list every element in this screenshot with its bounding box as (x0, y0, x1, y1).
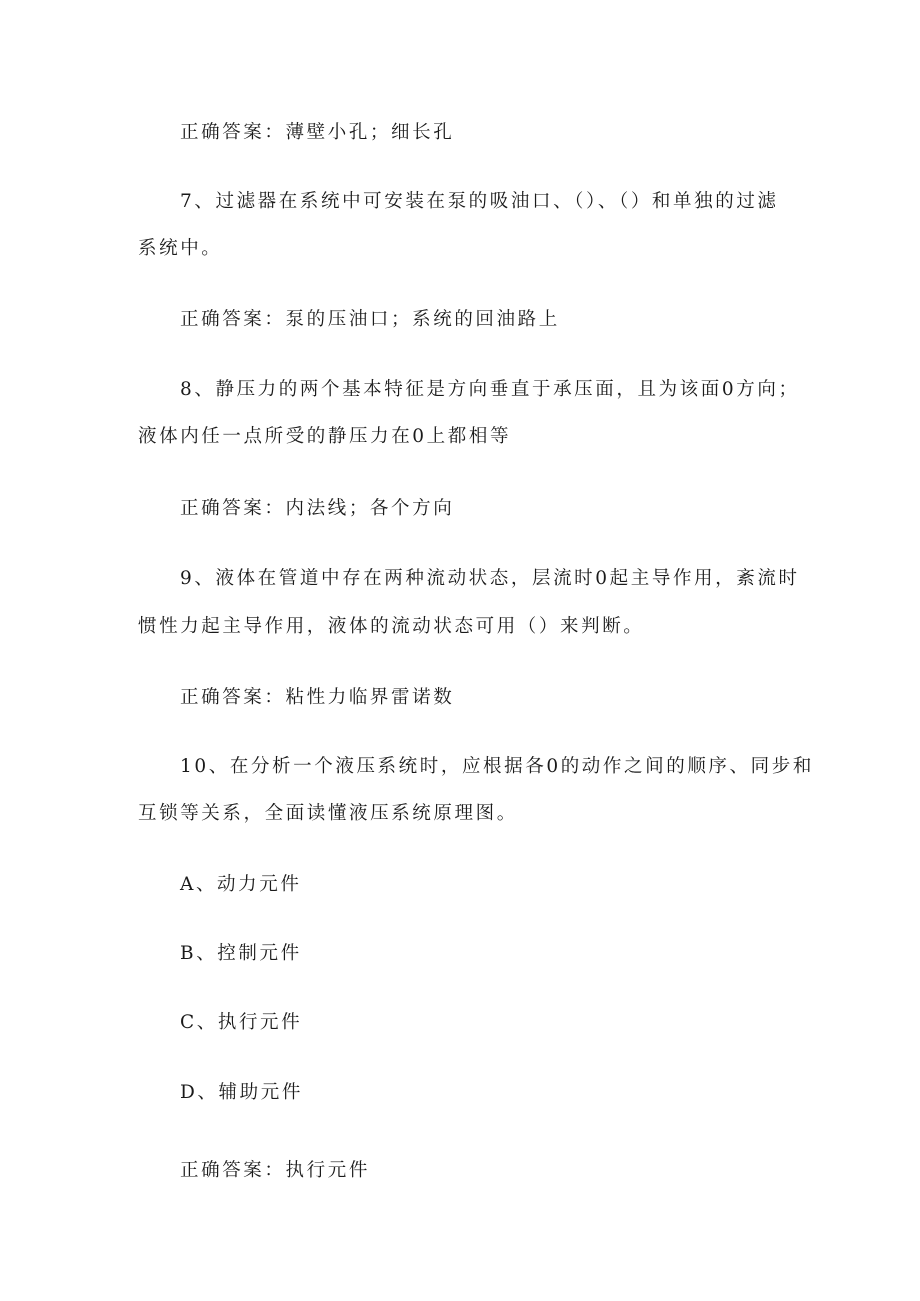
question-7-line-1: 7、过滤器在系统中可安装在泵的吸油口、（）、（）和单独的过滤 (180, 191, 779, 212)
question-8-line-2: 液体内任一点所受的静压力在0上都相等 (138, 426, 512, 447)
question-9-line-2: 惯性力起主导作用，液体的流动状态可用（）来判断。 (138, 616, 645, 637)
option-d: D、辅助元件 (180, 1082, 303, 1103)
answer-label: 正确答案： (180, 1160, 286, 1181)
answer-text: 粘性力临界雷诺数 (285, 687, 455, 708)
answer-line (180, 689, 454, 708)
answer-label: 正确答案： (180, 122, 286, 143)
question-8-line-1: 8、静压力的两个基本特征是方向垂直于承压面，且为该面0方向； (180, 379, 800, 400)
answer-text: 执行元件 (285, 1160, 370, 1181)
answer-text: 内法线；各个方向 (285, 498, 455, 519)
answer-line (180, 311, 560, 330)
answer-line (180, 1162, 370, 1181)
answer-line (180, 124, 454, 143)
answer-label: 正确答案： (180, 687, 286, 708)
question-7-line-2: 系统中。 (138, 238, 223, 259)
answer-text: 泵的压油口；系统的回油路上 (285, 309, 560, 330)
option-b: B、控制元件 (180, 943, 302, 964)
answer-text: 薄壁小孔；细长孔 (285, 122, 455, 143)
question-10-line-2: 互锁等关系，全面读懂液压系统原理图。 (138, 803, 518, 824)
option-c: C、执行元件 (180, 1012, 303, 1033)
option-a: A、动力元件 (180, 874, 302, 895)
question-9-line-1: 9、液体在管道中存在两种流动状态，层流时0起主导作用，紊流时 (180, 568, 800, 589)
question-10-line-1: 10、在分析一个液压系统时，应根据各0的动作之间的顺序、同步和 (180, 756, 814, 777)
answer-label: 正确答案： (180, 498, 286, 519)
answer-label: 正确答案： (180, 309, 286, 330)
answer-line (180, 500, 454, 519)
